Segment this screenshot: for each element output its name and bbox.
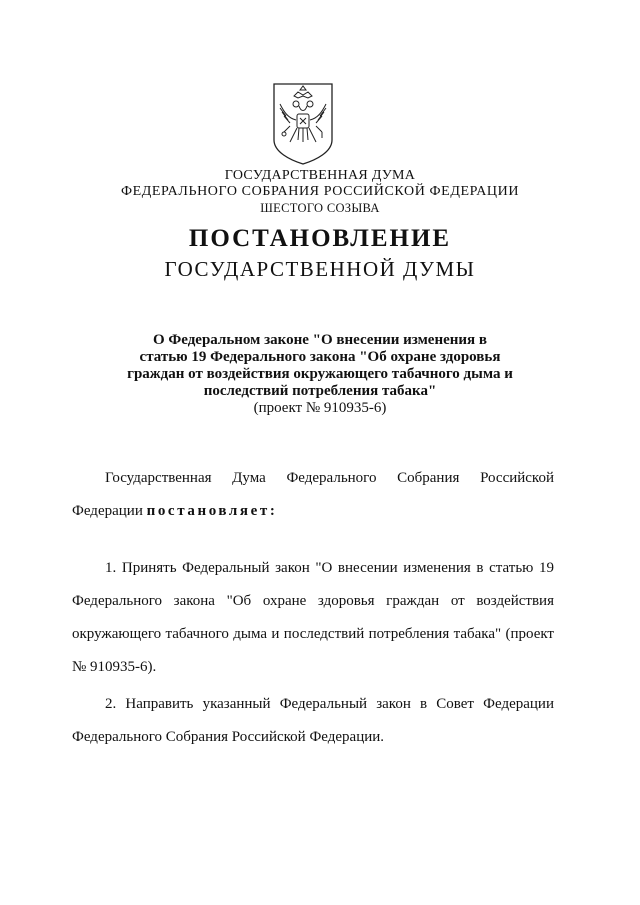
preamble-line-2 — [72, 495, 554, 528]
subject-line-3: граждан от воздействия окружающего табачного дыма и — [127, 366, 513, 382]
item-2-paragraph — [72, 688, 554, 754]
item-1-paragraph — [72, 552, 554, 684]
org-line-2: ФЕДЕРАЛЬНОГО СОБРАНИЯ РОССИЙСКОЙ ФЕДЕРАЦИИ — [120, 184, 520, 199]
org-line-1: ГОСУДАРСТВЕННАЯ ДУМА — [224, 168, 416, 183]
decree-verb: постановляет: — [146, 503, 278, 519]
item-1-line-2: Федерального закона "Об охране здоровья граждан от воздействия — [72, 593, 554, 609]
item-1-line-4: № 910935-6). — [72, 659, 157, 675]
item-2-line-1: 2. Направить указанный Федеральный закон в Совет Федерации — [105, 696, 554, 712]
document-subtitle: ГОСУДАРСТВЕННОЙ ДУМЫ — [164, 257, 476, 281]
subject-line-2: статью 19 Федерального закона "Об охране здоровья — [139, 349, 501, 365]
item-2-line-2: Федерального Собрания Российской Федерации. — [72, 729, 385, 745]
subject-line-1: О Федеральном законе "О внесении изменения в — [152, 332, 488, 348]
subject-line-4: последствий потребления табака" — [203, 383, 437, 399]
item-1-line-1: 1. Принять Федеральный закон "О внесении изменения в статью 19 — [105, 560, 554, 576]
preamble-line-1: Государственная Дума Федерального Собрания Российской — [105, 470, 554, 486]
item-1-line-3: окружающего табачного дыма и последствий потребления табака" (проект — [72, 626, 554, 642]
project-number: (проект № 910935-6) — [253, 400, 387, 416]
org-line-3: ШЕСТОГО СОЗЫВА — [260, 201, 380, 215]
russian-coat-of-arms-icon — [272, 82, 334, 166]
preamble-paragraph — [72, 462, 554, 528]
document-title: ПОСТАНОВЛЕНИЕ — [188, 225, 452, 252]
resolution-subject — [90, 332, 550, 400]
preamble-line-2-start: Федерации — [72, 503, 143, 519]
